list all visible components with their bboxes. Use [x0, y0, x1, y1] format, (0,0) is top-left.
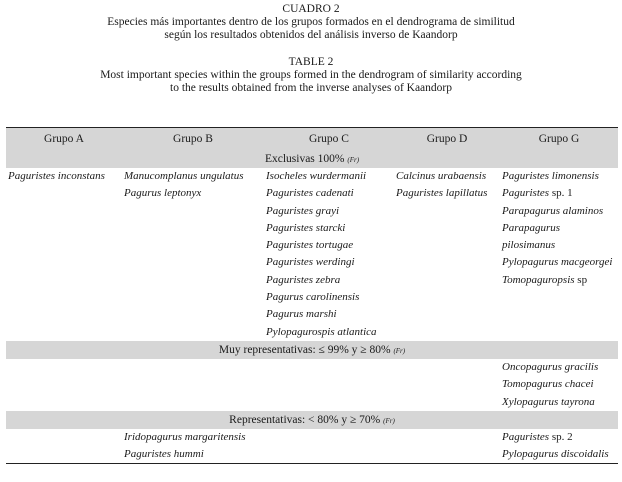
cell-grupo-c: [264, 359, 394, 411]
title-en-line3: to the results obtained from the inverse analyses of Kaandorp: [170, 82, 452, 94]
species-name: Paguristes sp. 1: [502, 187, 573, 200]
title-es-line2: Especies más importantes dentro de los grupos formados en el dendrograma de similitud: [107, 16, 515, 28]
cell-grupo-a: [6, 359, 122, 411]
species-name: Paguristes starcki: [266, 221, 346, 234]
title-en-line2: Most important species within the groups formed in the dendrogram of similarity according: [100, 69, 522, 81]
section-label-sub: (Fr): [383, 416, 395, 425]
section-band: [6, 411, 618, 429]
header-grupo-b: Grupo B: [122, 128, 264, 151]
species-name: Parapagurus alaminos: [502, 204, 604, 217]
title-es-line1: CUADRO 2: [282, 3, 340, 15]
header-grupo-g: Grupo G: [500, 128, 618, 151]
species-name: Paguristes inconstans: [8, 170, 105, 182]
section-label-text: Exclusivas 100%: [264, 153, 348, 165]
header-grupo-c: Grupo C: [264, 128, 394, 151]
species-name: Paguristes limonensis: [502, 170, 599, 182]
species-name: Paguristes werdingi: [266, 256, 355, 269]
empty-cell: [124, 359, 262, 376]
empty-cell: [8, 359, 120, 376]
species-name: Xylopagurus tayrona: [502, 395, 595, 408]
species-name: pilosimanus: [502, 239, 556, 252]
header-row: [6, 128, 618, 151]
empty-cell: [396, 429, 498, 446]
cell-grupo-g: [500, 359, 618, 411]
species-name: Paguristes lapillatus: [396, 187, 488, 200]
cell-grupo-b: [122, 429, 264, 464]
section-label: [6, 150, 618, 168]
empty-cell: [396, 359, 498, 376]
species-name: Isocheles wurdermanii: [266, 170, 367, 182]
section-label: [6, 341, 618, 359]
table-row: [6, 429, 618, 464]
section-label-sub: (Fr): [347, 156, 360, 164]
species-name: Pagurus leptonyx: [124, 187, 202, 200]
table-row: [6, 168, 618, 341]
section-label: [6, 411, 618, 429]
species-name: Paguristes grayi: [266, 204, 340, 217]
table-row: [6, 359, 618, 411]
section-band: [6, 150, 618, 168]
species-name: Tomopaguropsis sp: [502, 273, 588, 286]
cell-grupo-a: [6, 168, 122, 341]
title-gap: [0, 42, 622, 56]
species-name: Paguristes cadenati: [266, 187, 354, 200]
species-name: Parapagurus: [502, 221, 561, 234]
cell-grupo-d: [394, 429, 500, 464]
empty-cell: [266, 429, 392, 446]
cell-grupo-c: [264, 168, 394, 341]
species-name: Pagurus carolinensis: [266, 291, 360, 304]
title-block: [0, 0, 622, 95]
species-name: Manucomplanus ungulatus: [124, 170, 244, 182]
title-es-line3: según los resultados obtenidos del análisis inverso de Kaandorp: [164, 29, 458, 41]
cell-grupo-b: [122, 359, 264, 411]
species-name: Oncopagurus gracilis: [502, 360, 599, 373]
cell-grupo-g: [500, 168, 618, 341]
section-label-text: Representativas: < 80% y ≥ 70%: [229, 413, 384, 426]
section-label-text: Muy representativas: ≤ 99% y ≥ 80%: [218, 343, 394, 356]
species-name: Pylopagurus discoidalis: [502, 448, 609, 461]
cell-grupo-c: [264, 429, 394, 464]
species-name: Calcinus urabaensis: [396, 170, 487, 182]
species-name: Paguristes sp. 2: [502, 430, 573, 443]
species-name: Pagurus marshi: [266, 308, 337, 321]
cell-grupo-g: [500, 429, 618, 464]
cell-grupo-d: [394, 168, 500, 341]
species-name: Iridopagurus margaritensis: [124, 430, 246, 443]
species-table: [6, 127, 618, 464]
table-body: [6, 150, 618, 464]
title-en-line1: TABLE 2: [288, 56, 334, 68]
cell-grupo-a: [6, 429, 122, 464]
species-name: Tomopagurus chacei: [502, 378, 594, 391]
empty-cell: [266, 359, 392, 376]
cell-grupo-d: [394, 359, 500, 411]
species-name: Paguristes hummi: [124, 448, 204, 461]
section-band: [6, 341, 618, 359]
section-label-sub: (Fr): [393, 346, 406, 355]
empty-cell: [8, 429, 120, 446]
header-grupo-d: Grupo D: [394, 128, 500, 151]
species-name: Pylopagurus macgeorgei: [502, 256, 613, 269]
species-name: Pylopagurospis atlantica: [266, 325, 377, 338]
species-name: Paguristes zebra: [266, 273, 341, 286]
cell-grupo-b: [122, 168, 264, 341]
species-name: Paguristes tortugae: [266, 239, 354, 252]
header-grupo-a: Grupo A: [6, 128, 122, 151]
